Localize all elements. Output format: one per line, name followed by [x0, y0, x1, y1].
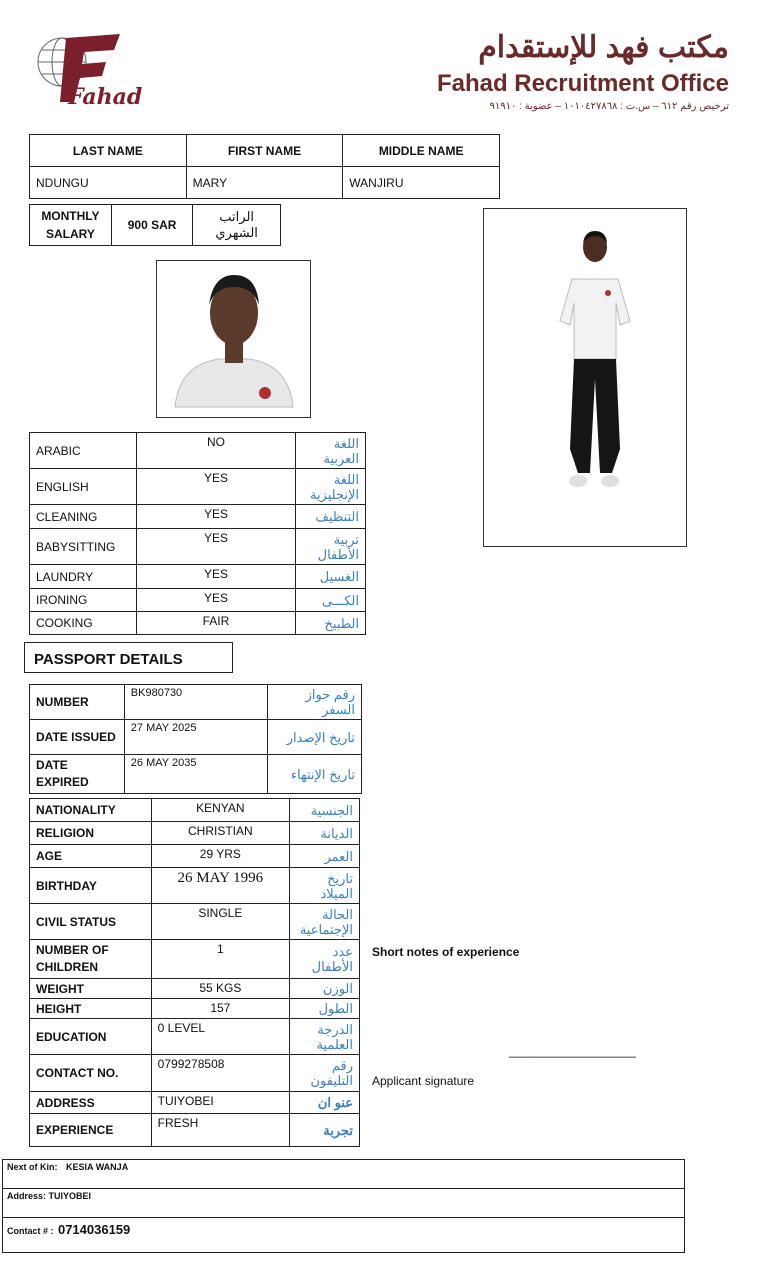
- detail-label: CONTACT NO.: [30, 1055, 152, 1092]
- skill-label-arabic: اللغة العربية: [296, 433, 366, 469]
- salary-label-arabic: الراتب الشهري: [193, 205, 281, 246]
- detail-label-arabic: العمر: [290, 845, 360, 868]
- table-row: [30, 1055, 360, 1092]
- skill-label: ENGLISH: [30, 469, 137, 505]
- table-row: [30, 612, 366, 635]
- office-name-english: Fahad Recruitment Office: [436, 70, 729, 97]
- table-row: [30, 799, 360, 822]
- portrait-photo: [156, 260, 311, 418]
- table-row: [30, 685, 362, 720]
- table-row: [30, 565, 366, 589]
- table-row: [30, 469, 366, 505]
- detail-value: TUIYOBEI: [151, 1092, 289, 1114]
- kin-contact-label: Contact # :: [7, 1226, 54, 1236]
- office-name-arabic: مكتب فهد للإستقدام: [478, 31, 729, 64]
- detail-value: KENYAN: [151, 799, 289, 822]
- detail-value: 0 LEVEL: [151, 1019, 289, 1055]
- passport-value: BK980730: [124, 685, 267, 720]
- detail-label: NATIONALITY: [30, 799, 152, 822]
- passport-section-title: PASSPORT DETAILS: [24, 642, 233, 673]
- skill-label-arabic: الغسيل: [296, 565, 366, 589]
- detail-label-arabic: تجربة: [290, 1114, 360, 1147]
- kin-address-label: Address:: [7, 1191, 47, 1201]
- detail-value: 55 KGS: [151, 979, 289, 999]
- middle-name-header: MIDDLE NAME: [343, 135, 500, 167]
- detail-label: NUMBER OF CHILDREN: [30, 940, 152, 979]
- skill-value: NO: [136, 433, 295, 469]
- first-name-header: FIRST NAME: [186, 135, 343, 167]
- detail-label-arabic: الديانة: [290, 822, 360, 845]
- detail-label-arabic: الدرجة العلمية: [290, 1019, 360, 1055]
- table-row: [30, 845, 360, 868]
- signature-label: Applicant signature: [372, 1074, 475, 1088]
- passport-value: 27 MAY 2025: [124, 720, 267, 755]
- table-row: [30, 755, 362, 794]
- detail-value: 1: [151, 940, 289, 979]
- kin-contact-value: 0714036159: [57, 1222, 131, 1237]
- passport-label-arabic: رقم جواز السفر: [268, 685, 362, 720]
- detail-value: CHRISTIAN: [151, 822, 289, 845]
- table-row: [30, 505, 366, 529]
- table-row: [30, 529, 366, 565]
- full-body-photo: [483, 208, 687, 547]
- skill-value: YES: [136, 565, 295, 589]
- detail-value: 29 YRS: [151, 845, 289, 868]
- skill-label: IRONING: [30, 589, 137, 612]
- detail-value: SINGLE: [151, 904, 289, 940]
- passport-label-arabic: تاريخ الإصدار: [268, 720, 362, 755]
- next-of-kin-value: KESIA WANJA: [66, 1162, 129, 1172]
- detail-label-arabic: رقم التليفون: [290, 1055, 360, 1092]
- detail-label: BIRTHDAY: [30, 868, 152, 904]
- skills-table: [29, 432, 366, 635]
- table-row: [30, 589, 366, 612]
- table-row: [30, 999, 360, 1019]
- detail-label: CIVIL STATUS: [30, 904, 152, 940]
- passport-label-arabic: تاريخ الإنتهاء: [268, 755, 362, 794]
- detail-value: FRESH: [151, 1114, 289, 1147]
- last-name-header: LAST NAME: [30, 135, 187, 167]
- skill-label-arabic: التنظيف: [296, 505, 366, 529]
- salary-value: 900 SAR: [111, 205, 192, 246]
- signature-line: ___________________: [509, 1044, 636, 1058]
- table-row: [30, 1092, 360, 1114]
- detail-label: HEIGHT: [30, 999, 152, 1019]
- passport-table: [29, 684, 362, 794]
- detail-label-arabic: عنو ان: [290, 1092, 360, 1114]
- detail-label-arabic: الطول: [290, 999, 360, 1019]
- kin-address-value: TUIYOBEI: [48, 1191, 92, 1201]
- detail-label-arabic: تاريخ الميلاد: [290, 868, 360, 904]
- detail-label: RELIGION: [30, 822, 152, 845]
- table-row: [30, 979, 360, 999]
- skill-label: LAUNDRY: [30, 565, 137, 589]
- skill-label: BABYSITTING: [30, 529, 137, 565]
- detail-label: WEIGHT: [30, 979, 152, 999]
- table-row: [30, 720, 362, 755]
- detail-label: EDUCATION: [30, 1019, 152, 1055]
- passport-label: NUMBER: [30, 685, 125, 720]
- detail-label-arabic: الوزن: [290, 979, 360, 999]
- skill-label: ARABIC: [30, 433, 137, 469]
- skill-value: FAIR: [136, 612, 295, 635]
- salary-label: MONTHLY SALARY: [30, 205, 112, 246]
- table-row: [30, 1114, 360, 1147]
- detail-label-arabic: الحالة الإجتماعية: [290, 904, 360, 940]
- salary-table: [29, 204, 281, 246]
- table-row: [30, 822, 360, 845]
- table-row: [30, 1019, 360, 1055]
- skill-label-arabic: تربية الأطفال: [296, 529, 366, 565]
- skill-label-arabic: الكـــى: [296, 589, 366, 612]
- name-table: [29, 134, 500, 199]
- last-name-value: NDUNGU: [30, 167, 187, 199]
- table-row: [30, 904, 360, 940]
- kin-address-row: [3, 1189, 684, 1218]
- experience-notes-label: Short notes of experience: [372, 945, 520, 959]
- skill-value: YES: [136, 469, 295, 505]
- detail-label: EXPERIENCE: [30, 1114, 152, 1147]
- detail-value: 0799278508: [151, 1055, 289, 1092]
- detail-label-arabic: الجنسية: [290, 799, 360, 822]
- skill-label: CLEANING: [30, 505, 137, 529]
- passport-label: DATE ISSUED: [30, 720, 125, 755]
- next-of-kin-row: [3, 1160, 684, 1189]
- skill-value: YES: [136, 589, 295, 612]
- detail-label-arabic: عدد الأطفال: [290, 940, 360, 979]
- detail-label: ADDRESS: [30, 1092, 152, 1114]
- skill-label-arabic: اللغة الإنجليزية: [296, 469, 366, 505]
- skill-value: YES: [136, 505, 295, 529]
- first-name-value: MARY: [186, 167, 343, 199]
- next-of-kin-box: [2, 1159, 685, 1253]
- middle-name-value: WANJIRU: [343, 167, 500, 199]
- skill-label-arabic: الطبيخ: [296, 612, 366, 635]
- logo-script: Fahad: [68, 84, 143, 110]
- personal-details-table: [29, 798, 360, 1147]
- skill-label: COOKING: [30, 612, 137, 635]
- detail-value: 26 MAY 1996: [151, 868, 289, 904]
- detail-label: AGE: [30, 845, 152, 868]
- table-row: [30, 940, 360, 979]
- skill-value: YES: [136, 529, 295, 565]
- detail-value: 157: [151, 999, 289, 1019]
- table-row: [30, 433, 366, 469]
- passport-label: DATE EXPIRED: [30, 755, 125, 794]
- next-of-kin-label: Next of Kin:: [7, 1162, 58, 1172]
- kin-contact-row: [3, 1218, 684, 1252]
- table-row: [30, 868, 360, 904]
- license-line: ترخيص رقم ٦١٢ – س.ت : ١٠١٠٤٢٧٨٦٨ – عضوية : ٩١٩١٠: [489, 101, 729, 112]
- passport-value: 26 MAY 2035: [124, 755, 267, 794]
